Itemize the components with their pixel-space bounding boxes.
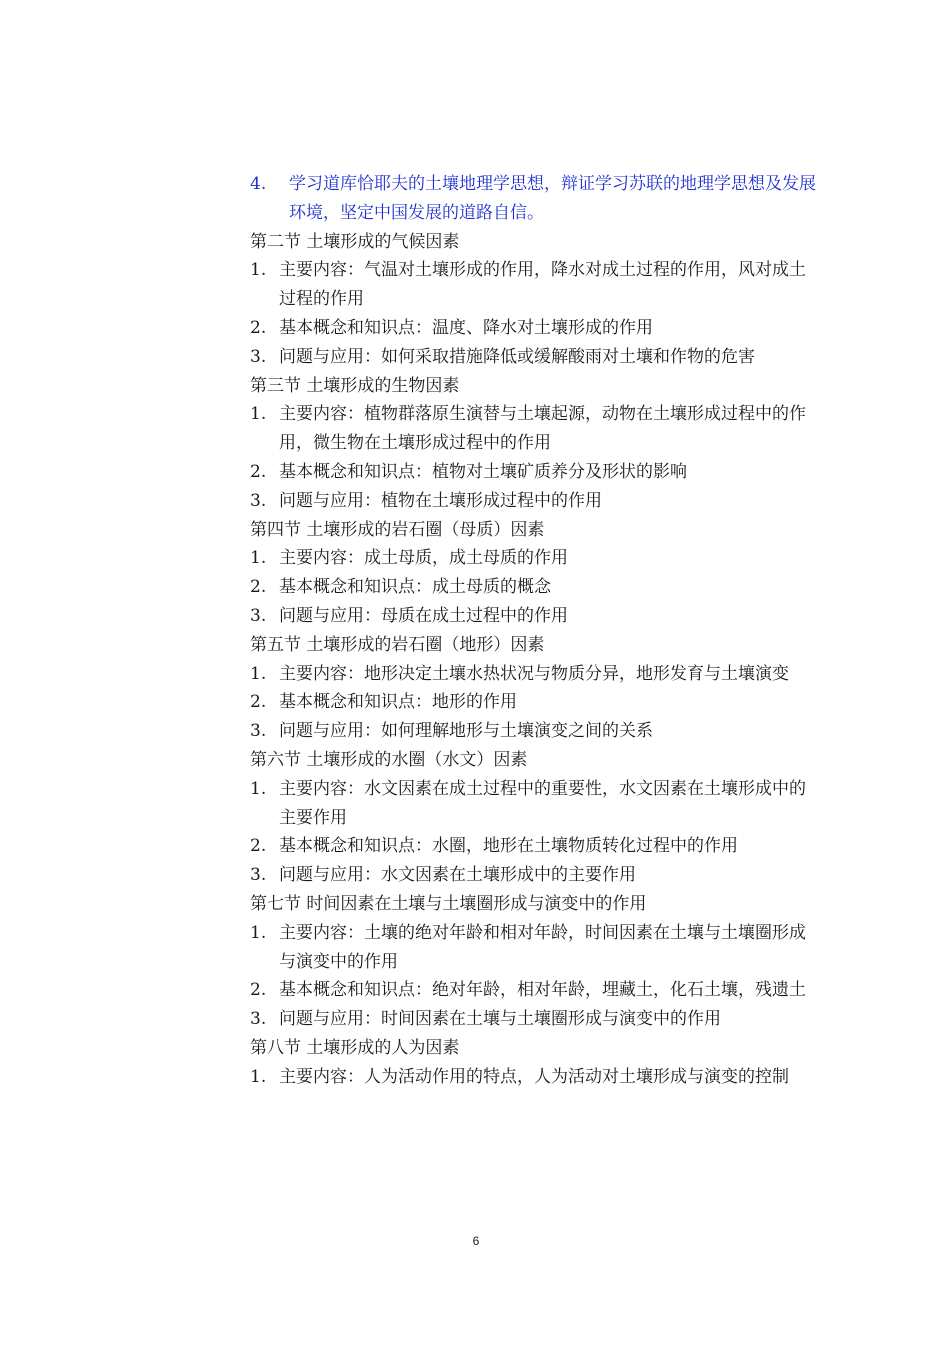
list-item: [250, 976, 820, 1005]
list-number: 3.: [250, 865, 267, 886]
list-number: 3.: [250, 605, 267, 626]
section-title: 第二节 土壤形成的气候因素: [250, 231, 460, 252]
list-item: [250, 343, 820, 372]
list-item: [250, 544, 820, 573]
list-text: 问题与应用：植物在土壤形成过程中的作用: [279, 490, 602, 511]
list-number: 1.: [250, 663, 267, 684]
section-title: 第七节 时间因素在土壤与土壤圈形成与演变中的作用: [250, 893, 647, 914]
section-title: 第六节 土壤形成的水圈（水文）因素: [250, 749, 528, 770]
list-item: [250, 458, 820, 487]
list-text: 基本概念和知识点：水圈，地形在土壤物质转化过程中的作用: [279, 836, 738, 857]
list-number: 3.: [250, 346, 267, 367]
section-title: 第三节 土壤形成的生物因素: [250, 375, 460, 396]
list-number: 1.: [250, 778, 267, 799]
list-item: [250, 717, 820, 746]
list-text: 基本概念和知识点：温度、降水对土壤形成的作用: [279, 317, 653, 338]
section-8: [250, 1034, 820, 1092]
list-text: 主要内容：水文因素在成土过程中的重要性，水文因素在土壤形成中的主要作用: [279, 778, 806, 828]
list-text: 基本概念和知识点：地形的作用: [279, 692, 517, 713]
list-text: 学习道库恰耶夫的土壤地理学思想，辩证学习苏联的地理学思想及发展环境，坚定中国发展的道路自信。: [289, 174, 816, 223]
section-title: 第五节 土壤形成的岩石圈（地形）因素: [250, 634, 545, 655]
list-number: 2.: [250, 692, 267, 713]
list-number: 2.: [250, 577, 267, 598]
section-title: 第八节 土壤形成的人为因素: [250, 1037, 460, 1058]
list-text: 问题与应用：如何采取措施降低或缓解酸雨对土壤和作物的危害: [279, 346, 755, 367]
list-item: [250, 1005, 820, 1034]
list-text: 问题与应用：母质在成土过程中的作用: [279, 605, 568, 626]
list-number: 4.: [250, 174, 267, 194]
list-number: 1.: [250, 1066, 267, 1087]
list-text: 问题与应用：水文因素在土壤形成中的主要作用: [279, 865, 636, 886]
list-item: [250, 919, 820, 977]
list-text: 主要内容：成土母质，成土母质的作用: [279, 548, 568, 569]
list-text: 基本概念和知识点：绝对年龄，相对年龄，埋藏土，化石土壤，残遗土: [279, 980, 806, 1001]
list-text: 问题与应用：如何理解地形与土壤演变之间的关系: [279, 721, 653, 742]
intro-list-item: [250, 170, 820, 228]
section-3: [250, 372, 820, 516]
list-item: [250, 1063, 820, 1092]
list-item: [250, 861, 820, 890]
list-item: [250, 775, 820, 833]
list-number: 2.: [250, 980, 267, 1001]
list-item: [250, 602, 820, 631]
page-number: 6: [472, 1234, 480, 1248]
list-number: 3.: [250, 721, 267, 742]
list-text: 主要内容：人为活动作用的特点，人为活动对土壤形成与演变的控制: [279, 1066, 789, 1087]
list-item: [250, 256, 820, 314]
list-number: 1.: [250, 404, 267, 425]
section-7: [250, 890, 820, 1034]
list-text: 主要内容：地形决定土壤水热状况与物质分异，地形发育与土壤演变: [279, 663, 789, 684]
section-5: [250, 631, 820, 746]
document-body: [250, 170, 820, 1092]
list-number: 3.: [250, 490, 267, 511]
list-text: 基本概念和知识点：成土母质的概念: [279, 577, 551, 598]
list-text: 基本概念和知识点：植物对土壤矿质养分及形状的影响: [279, 461, 687, 482]
list-number: 3.: [250, 1009, 267, 1030]
list-number: 1.: [250, 922, 267, 943]
list-text: 主要内容：植物群落原生演替与土壤起源，动物在土壤形成过程中的作用，微生物在土壤形成过程中的作用: [279, 404, 806, 454]
list-text: 主要内容：土壤的绝对年龄和相对年龄，时间因素在土壤与土壤圈形成与演变中的作用: [279, 922, 806, 972]
list-item: [250, 314, 820, 343]
list-item: [250, 487, 820, 516]
list-item: [250, 573, 820, 602]
list-item: [250, 832, 820, 861]
list-item: [250, 400, 820, 458]
list-number: 2.: [250, 461, 267, 482]
section-title: 第四节 土壤形成的岩石圈（母质）因素: [250, 519, 545, 540]
list-text: 问题与应用：时间因素在土壤与土壤圈形成与演变中的作用: [279, 1009, 721, 1030]
list-number: 1.: [250, 548, 267, 569]
list-text: 主要内容：气温对土壤形成的作用，降水对成土过程的作用，风对成土过程的作用: [279, 260, 806, 310]
section-6: [250, 746, 820, 890]
section-2: [250, 228, 820, 372]
list-number: 2.: [250, 317, 267, 338]
list-number: 2.: [250, 836, 267, 857]
list-item: [250, 688, 820, 717]
section-4: [250, 516, 820, 631]
list-number: 1.: [250, 260, 267, 281]
list-item: [250, 660, 820, 689]
